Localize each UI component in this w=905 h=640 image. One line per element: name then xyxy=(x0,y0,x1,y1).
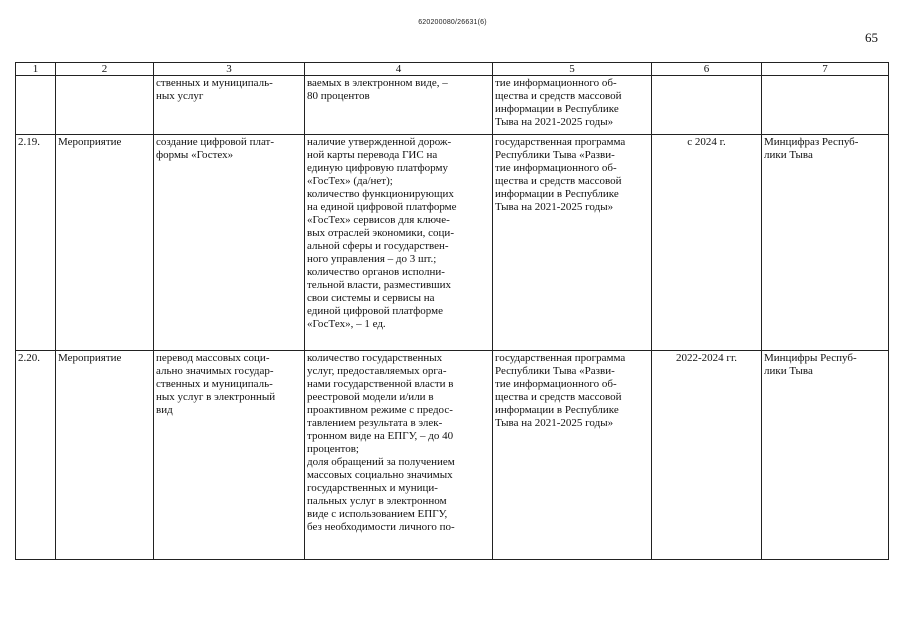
column-header: 7 xyxy=(762,63,889,76)
text-line: Минцифры Респуб- xyxy=(764,352,857,364)
text-line: щества и средств массовой xyxy=(495,391,622,403)
text-line: альной сферы и государствен- xyxy=(307,240,449,252)
text-line: наличие утвержденной дорож- xyxy=(307,136,452,148)
text-line: ственных и муниципаль- xyxy=(156,77,273,89)
text-line: ально значимых государ- xyxy=(156,365,274,377)
text-line: единую цифровую платформу xyxy=(307,162,448,174)
column-header: 5 xyxy=(493,63,652,76)
row-program xyxy=(493,135,652,351)
text-line: Тыва на 2021-2025 годы» xyxy=(495,201,614,213)
table-cell-program xyxy=(493,76,652,135)
text-line: без необходимости личного по- xyxy=(307,521,455,533)
row-name xyxy=(154,351,305,560)
column-number-row xyxy=(16,63,889,76)
text-line: Минцифраз Респуб- xyxy=(764,136,859,148)
text-line: пальных услуг в электронном xyxy=(307,495,447,507)
text-line: Республики Тыва «Разви- xyxy=(495,365,615,377)
column-header: 3 xyxy=(154,63,305,76)
table-row xyxy=(16,135,889,351)
text-line: тавлением результата в элек- xyxy=(307,417,443,429)
text-line: создание цифровой плат- xyxy=(156,136,275,148)
page-number: 65 xyxy=(865,30,878,45)
text-line: виде с использованием ЕПГУ, xyxy=(307,508,448,520)
text-line: услуг, предоставляемых орга- xyxy=(307,365,447,377)
table-cell-name xyxy=(154,76,305,135)
text-line: «ГосТех» (да/нет); xyxy=(307,175,393,187)
text-line: тие информационного об- xyxy=(495,162,617,174)
text-line: проактивном режиме с предос- xyxy=(307,404,453,416)
text-line: реестровой модели и/или в xyxy=(307,391,434,403)
text-line: свои системы и сервисы на xyxy=(307,292,435,304)
column-header: 6 xyxy=(652,63,762,76)
text-line: вых отраслей экономики, соци- xyxy=(307,227,454,239)
text-line: государственная программа xyxy=(495,136,626,148)
measures-table xyxy=(15,62,889,560)
text-line: ных услуг xyxy=(156,90,204,102)
row-program xyxy=(493,351,652,560)
text-line: тельной власти, разместивших xyxy=(307,279,452,291)
continuation-row xyxy=(16,76,889,135)
text-line: ваемых в электронном виде, – xyxy=(307,77,448,89)
text-line: «ГосТех», – 1 ед. xyxy=(307,318,386,330)
text-line: информации в Республике xyxy=(495,188,619,200)
text-line: вид xyxy=(156,404,173,416)
text-line: тие информационного об- xyxy=(495,77,617,89)
text-line: ственных и муниципаль- xyxy=(156,378,273,390)
row-deadline: 2022-2024 гг. xyxy=(652,351,762,560)
row-type: Мероприятие xyxy=(56,135,154,351)
text-line: щества и средств массовой xyxy=(495,175,622,187)
text-line: процентов; xyxy=(307,443,359,455)
text-line: количество государственных xyxy=(307,352,443,364)
table-cell xyxy=(762,76,889,135)
row-responsible xyxy=(762,135,889,351)
column-header: 1 xyxy=(16,63,56,76)
table-cell xyxy=(652,76,762,135)
text-line: Республики Тыва «Разви- xyxy=(495,149,615,161)
table-row xyxy=(16,351,889,560)
row-deadline: с 2024 г. xyxy=(652,135,762,351)
text-line: массовых социально значимых xyxy=(307,469,453,481)
text-line: информации в Республике xyxy=(495,404,619,416)
text-line: перевод массовых соци- xyxy=(156,352,270,364)
text-line: лики Тыва xyxy=(764,149,813,161)
row-indicator xyxy=(305,135,493,351)
row-responsible xyxy=(762,351,889,560)
text-line: государственных и муници- xyxy=(307,482,438,494)
text-line: государственная программа xyxy=(495,352,626,364)
text-line: Тыва на 2021-2025 годы» xyxy=(495,116,614,128)
row-indicator xyxy=(305,351,493,560)
text-line: тие информационного об- xyxy=(495,378,617,390)
table-cell-indicator xyxy=(305,76,493,135)
row-name xyxy=(154,135,305,351)
text-line: нами государственной власти в xyxy=(307,378,454,390)
text-line: 80 процентов xyxy=(307,90,370,102)
text-line: ной карты перевода ГИС на xyxy=(307,149,438,161)
column-header: 2 xyxy=(56,63,154,76)
text-line: «ГосТех» сервисов для ключе- xyxy=(307,214,450,226)
column-header: 4 xyxy=(305,63,493,76)
text-line: единой цифровой платформе xyxy=(307,305,443,317)
document-id: 620200080/26631(6) xyxy=(418,19,487,26)
text-line: ного управления – до 3 шт.; xyxy=(307,253,437,265)
text-line: информации в Республике xyxy=(495,103,619,115)
text-line: ных услуг в электронный xyxy=(156,391,276,403)
row-number: 2.19. xyxy=(16,135,56,351)
text-line: формы «Гостех» xyxy=(156,149,234,161)
text-line: лики Тыва xyxy=(764,365,813,377)
row-type: Мероприятие xyxy=(56,351,154,560)
text-line: на единой цифровой платформе xyxy=(307,201,457,213)
table-cell xyxy=(16,76,56,135)
text-line: количество органов исполни- xyxy=(307,266,445,278)
table-cell xyxy=(56,76,154,135)
text-line: количество функционирующих xyxy=(307,188,454,200)
row-number: 2.20. xyxy=(16,351,56,560)
text-line: Тыва на 2021-2025 годы» xyxy=(495,417,614,429)
text-line: тронном виде на ЕПГУ, – до 40 xyxy=(307,430,454,442)
text-line: щества и средств массовой xyxy=(495,90,622,102)
text-line: доля обращений за получением xyxy=(307,456,455,468)
